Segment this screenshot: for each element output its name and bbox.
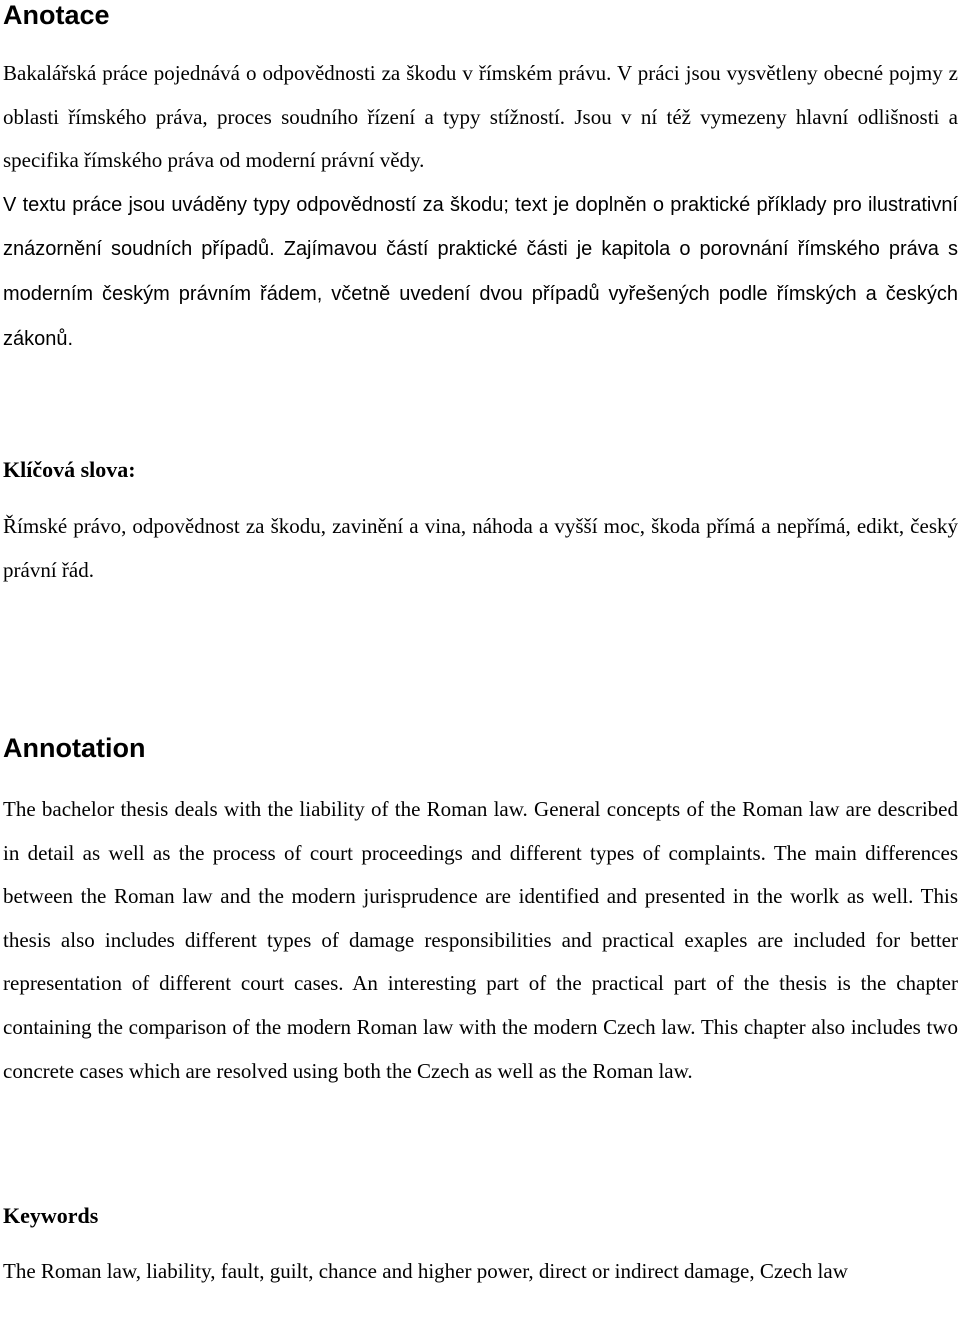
- anotace-paragraph-2-part-a: V textu práce jsou uváděny typy odpovědností za škodu; text je doplněn o praktické příklady pro ilustrativní znázornění soudních případů.: [3, 193, 958, 261]
- annotation-text: The bachelor thesis deals with the liability of the Roman law. General concepts of the Roman law are described in detail as well as the process of court proceedings and different types of complaints. The main differences between the Roman law and the modern jurisprudence are identified and presented in the worlk as well. This thesis also includes different types of damage responsibilities and practical exaples are included for better representation of different court cases. An interesting part of the practical part of the thesis is the chapter containing the comparison of the modern Roman law with the modern Czech law. This chapter also includes two concrete cases which are resolved using both the Czech as well as the Roman law.: [3, 797, 958, 1083]
- anotace-paragraph-2: [3, 183, 958, 361]
- anotace-body: [3, 52, 958, 361]
- annotation-heading: Annotation: [3, 733, 146, 763]
- anotace-paragraph-1: Bakalářská práce pojednává o odpovědnosti za škodu v římském právu. V práci jsou vysvětleny obecné pojmy z oblasti římského práva, proces soudního řízení a typy stížností. Jsou v ní též vymezeny hlavní odlišnosti a specifika římského práva od moderní právní vědy.: [3, 61, 958, 173]
- anotace-heading: Anotace: [3, 0, 110, 30]
- keywords-heading: Keywords: [3, 1203, 99, 1228]
- anotace-paragraph-2-part-b: Zajímavou částí praktické části je kapitola o porovnání římského práva s moderním českým právním řádem, včetně uvedení dvou případů vyřešených podle římských a českých zákonů.: [3, 238, 958, 350]
- klicova-slova-text: Římské právo, odpovědnost za škodu, zavinění a vina, náhoda a vyšší moc, škoda přímá a nepřímá, edikt, český právní řád.: [3, 514, 958, 582]
- klicova-slova-heading: Klíčová slova:: [3, 457, 136, 482]
- keywords-text: The Roman law, liability, fault, guilt, chance and higher power, direct or indirect damage, Czech law: [3, 1259, 848, 1283]
